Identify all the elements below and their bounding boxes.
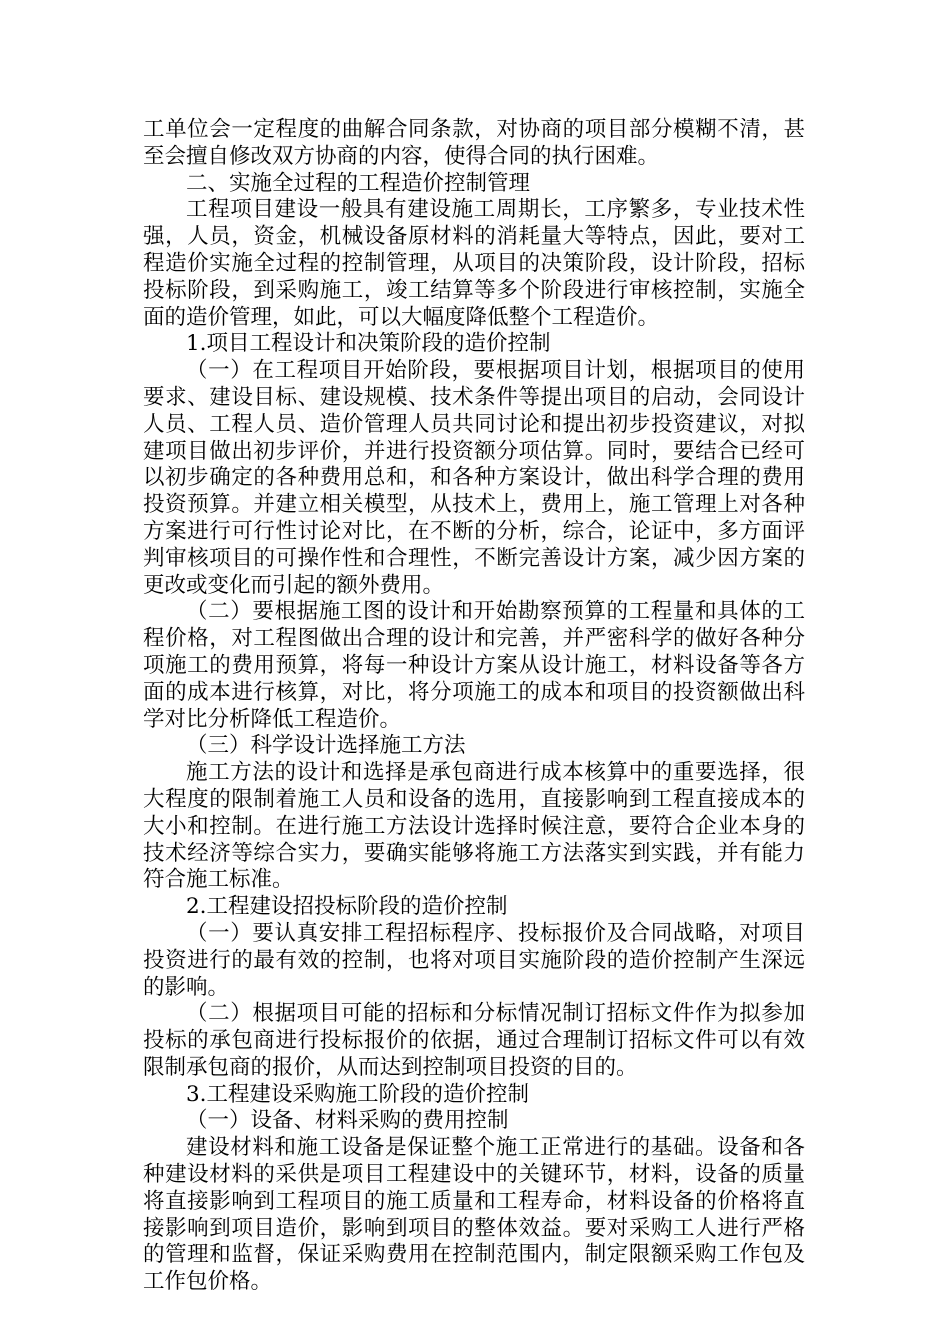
paragraph-body: （二）根据项目可能的招标和分标情况制订招标文件作为拟参加投标的承包商进行投标报价的依据，通过合理制订招标文件可以有效限制承包商的报价，从而达到控制项目投资的目的。 [143, 1001, 805, 1080]
document-page [143, 117, 805, 1296]
section-heading-2: 二、实施全过程的工程造价控制管理 [186, 170, 531, 196]
paragraph-body: 建设材料和施工设备是保证整个施工正常进行的基础。设备和各种建设材料的采供是项目工程建设中的关键环节，材料，设备的质量将直接影响到工程项目的施工质量和工程寿命，材料设备的价格将直接影响到项目造价，影响到项目的整体效益。要对采购工人进行严格的管理和监督，保证采购费用在控制范围内，制定限额采购工作包及工作包价格。 [143, 1135, 805, 1295]
paragraph-body: （一）要认真安排工程招标程序、投标报价及合同战略，对项目投资进行的最有效的控制，也将对项目实施阶段的造价控制产生深远的影响。 [143, 920, 805, 1000]
item-heading-3: （三）科学设计选择施工方法 [186, 733, 466, 759]
subsection-heading-1: 1.项目工程设计和决策阶段的造价控制 [186, 331, 551, 357]
paragraph-body: （一）在工程项目开始阶段，要根据项目计划，根据项目的使用要求、建设目标、建设规模、技术条件等提出项目的启动，会同设计人员、工程人员、造价管理人员共同讨论和提出初步投资建议，对拟建项目做出初步评价，并进行投资额分项估算。同时，要结合已经可以初步确定的各种费用总和，和各种方案设计，做出科学合理的费用投资预算。并建立相关模型，从技术上，费用上，施工管理上对各种方案进行可行性讨论对比，在不断的分析，综合，论证中，多方面评判审核项目的可操作性和合理性，不断完善设计方案，减少因方案的更改或变化而引起的额外费用。 [143, 358, 805, 598]
item-heading-1: （一）设备、材料采购的费用控制 [186, 1108, 509, 1134]
paragraph-body: 施工方法的设计和选择是承包商进行成本核算中的重要选择，很大程度的限制着施工人员和设备的选用，直接影响到工程直接成本的大小和控制。在进行施工方法设计选择时候注意，要符合企业本身的技术经济等综合实力，要确实能够将施工方法落实到实践，并有能力符合施工标准。 [143, 760, 805, 893]
subsection-heading-2: 2.工程建设招投标阶段的造价控制 [186, 894, 508, 920]
paragraph-body: （二）要根据施工图的设计和开始勘察预算的工程量和具体的工程价格，对工程图做出合理的设计和完善，并严密科学的做好各种分项施工的费用预算，将每一种设计方案从设计施工，材料设备等各方面的成本进行核算，对比，将分项施工的成本和项目的投资额做出科学对比分析降低工程造价。 [143, 599, 805, 732]
paragraph-continuation: 工单位会一定程度的曲解合同条款，对协商的项目部分模糊不清，甚至会擅自修改双方协商的内容，使得合同的执行困难。 [143, 117, 805, 169]
paragraph-body: 工程项目建设一般具有建设施工周期长，工序繁多，专业技术性强，人员，资金，机械设备原材料的消耗量大等特点，因此，要对工程造价实施全过程的控制管理，从项目的决策阶段，设计阶段，招标投标阶段，到采购施工，竣工结算等多个阶段进行审核控制，实施全面的造价管理，如此，可以大幅度降低整个工程造价。 [143, 197, 805, 330]
subsection-heading-3: 3.工程建设采购施工阶段的造价控制 [186, 1081, 530, 1107]
